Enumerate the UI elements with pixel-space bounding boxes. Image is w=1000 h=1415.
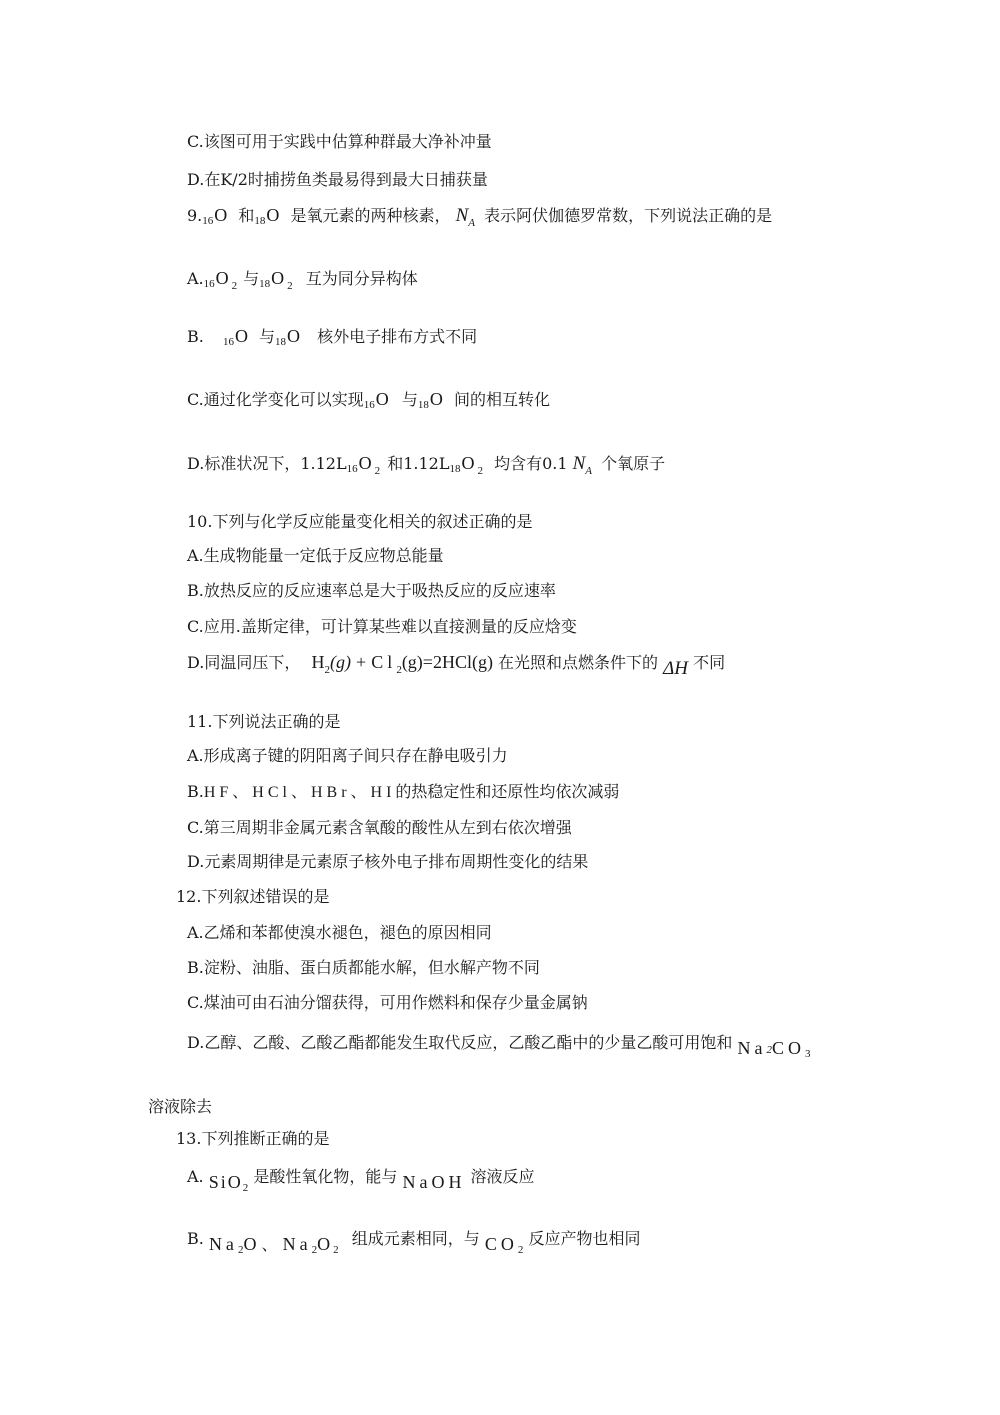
question-12-option-a: A.乙烯和苯都使溴水褪色，褪色的原因相同 (187, 923, 492, 942)
question-9-option-a: A.16O $_2$ 与18O $_2$ 互为同分异构体 (187, 268, 418, 292)
question-11-option-a: A.形成离子键的阴阳离子间只存在静电吸引力 (187, 746, 508, 765)
option-8d: D.在K/2时捕捞鱼类最易得到最大日捕获量 (187, 170, 488, 189)
question-10-option-d: D.同温同压下， $H_2(g) + Cl_2(g)=2HCl(g)$ 在光照和点燃条件下的 ΔH 不同 (187, 652, 726, 679)
question-10-option-a: A.生成物能量一定低于反应物总能量 (187, 546, 444, 565)
question-9-option-d: D.标准状况下，1.12L16O $_2$ 和1.12L18O $_2$ 均含有0.1 $N_A$ 个氧原子 (187, 453, 666, 477)
question-13-option-a: A. SiO$_2$ 是酸性氧化物，能与 NaOH 溶液反应 (187, 1167, 535, 1194)
question-9-option-c: C.通过化学变化可以实现16O 与18O 间的相互转化 (187, 389, 550, 411)
question-12-option-d-continued: 溶液除去 (148, 1097, 213, 1116)
option-8c: C.该图可用于实践中估算种群最大净补冲量 (187, 132, 492, 151)
question-9-stem: 9.16O 和18O 是氧元素的两种核素， $N_A$ 表示阿伏伽德罗常数，下列说法正确的是 (187, 205, 773, 229)
question-12-option-d: D.乙醇、乙酸、乙酸乙酯都能发生取代反应，乙酸乙酯中的少量乙酸可用饱和 $Na_2CO_3$ (187, 1033, 811, 1060)
question-11-stem: 11.下列说法正确的是 (187, 712, 341, 731)
question-13-option-b: B. $Na_2O$ 、 $Na_2O$ $_2$ 组成元素相同，与 $CO_2$ 反应产物也相同 (187, 1229, 641, 1256)
question-11-option-b: B.HF、HCl、HBr、HI的热稳定性和还原性均依次减弱 (187, 782, 620, 801)
question-11-option-c: C.第三周期非金属元素含氧酸的酸性从左到右依次增强 (187, 818, 572, 837)
question-13-stem: 13.下列推断正确的是 (176, 1129, 330, 1148)
question-12-option-b: B.淀粉、油脂、蛋白质都能水解，但水解产物不同 (187, 958, 540, 977)
question-10-stem: 10.下列与化学反应能量变化相关的叙述正确的是 (187, 512, 533, 531)
question-11-option-d: D.元素周期律是元素原子核外电子排布周期性变化的结果 (187, 852, 589, 871)
question-10-option-c: C.应用.盖斯定律，可计算某些难以直接测量的反应焓变 (187, 617, 577, 636)
question-9-option-b: B. 16O 与18O 核外电子排布方式不同 (187, 326, 478, 348)
question-12-stem: 12.下列叙述错误的是 (176, 887, 330, 906)
question-12-option-c: C.煤油可由石油分馏获得，可用作燃料和保存少量金属钠 (187, 993, 588, 1012)
question-10-option-b: B.放热反应的反应速率总是大于吸热反应的反应速率 (187, 581, 556, 600)
